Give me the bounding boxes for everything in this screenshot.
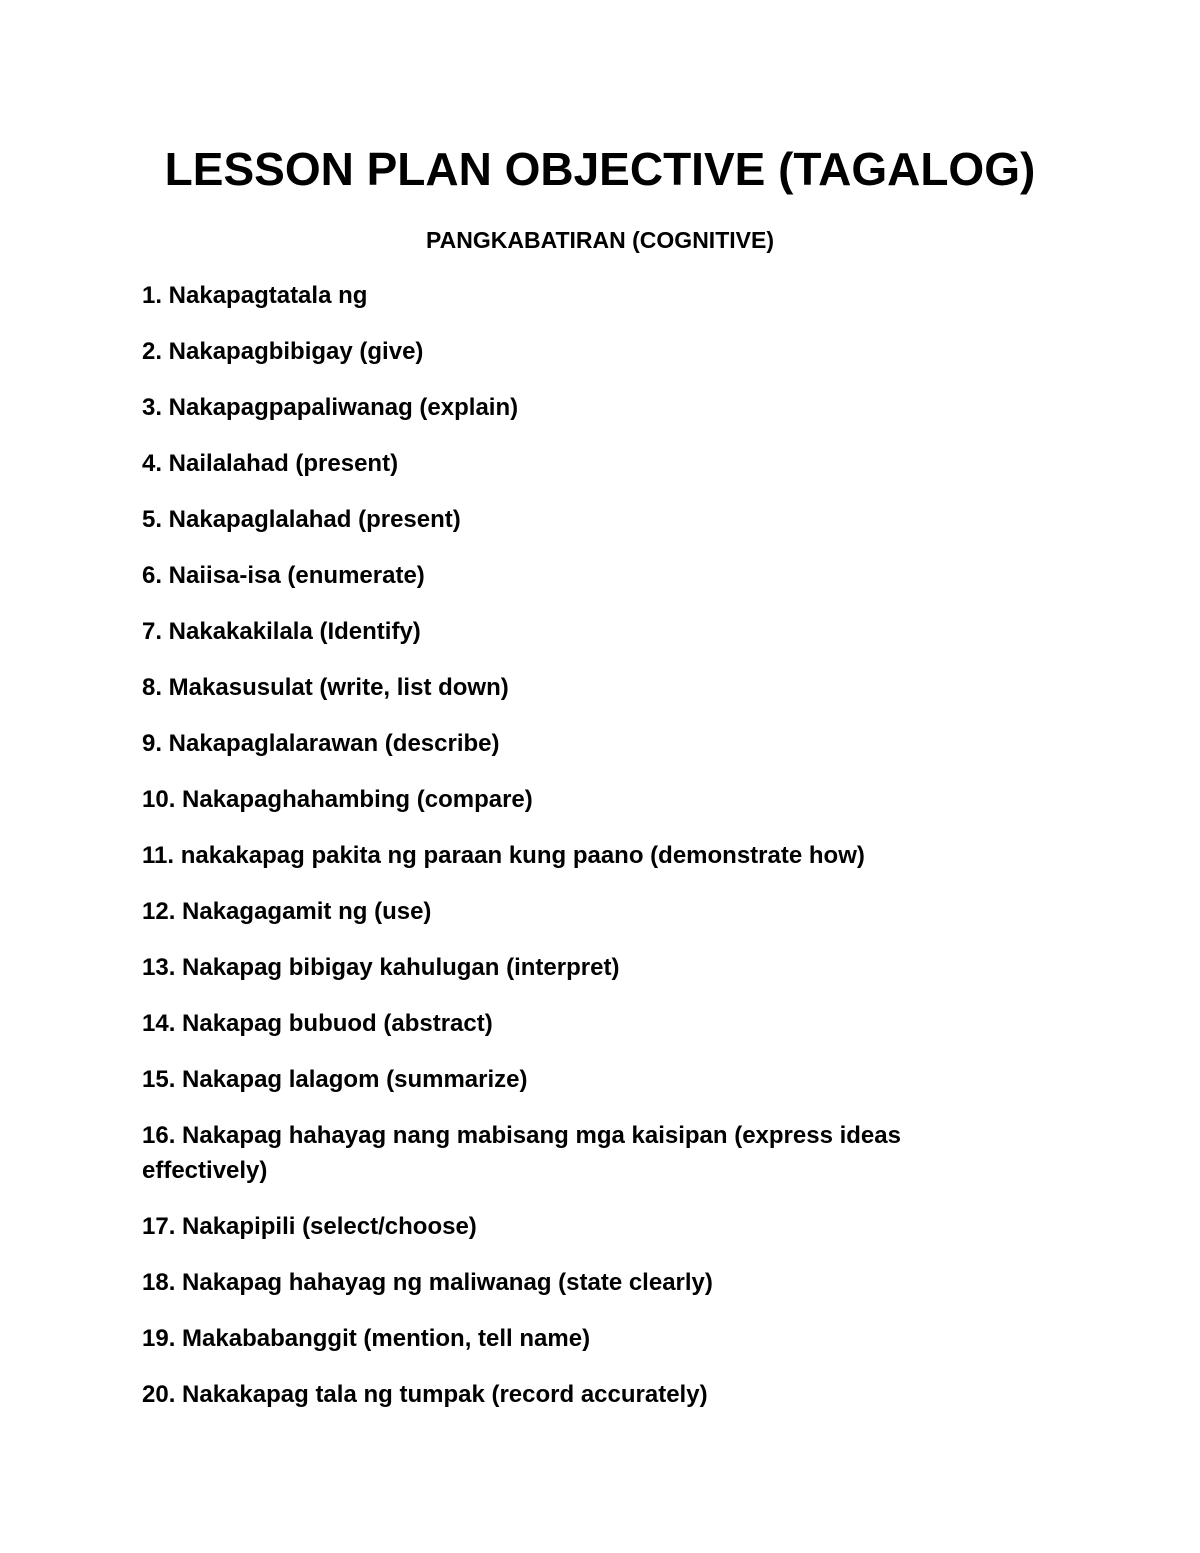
list-item: 16. Nakapag hahayag nang mabisang mga kaisipan (express ideas effectively) xyxy=(142,1122,901,1184)
list-item: 19. Makababanggit (mention, tell name) xyxy=(142,1325,591,1352)
list-item: 1. Nakapagtatala ng xyxy=(142,282,368,309)
list-item: 17. Nakapipili (select/choose) xyxy=(142,1213,477,1240)
list-item: 11. nakakapag pakita ng paraan kung paano (demonstrate how) xyxy=(142,842,865,869)
list-item: 18. Nakapag hahayag ng maliwanag (state clearly) xyxy=(142,1269,713,1296)
list-item: 5. Nakapaglalahad (present) xyxy=(142,506,461,533)
list-item: 20. Nakakapag tala ng tumpak (record accurately) xyxy=(142,1381,708,1408)
list-item: 3. Nakapagpapaliwanag (explain) xyxy=(142,394,519,421)
page-title: LESSON PLAN OBJECTIVE (TAGALOG) xyxy=(164,143,1036,195)
objectives-list xyxy=(142,278,1022,1433)
list-item: 7. Nakakakilala (Identify) xyxy=(142,618,421,645)
list-item: 10. Nakapaghahambing (compare) xyxy=(142,786,533,813)
section-heading: PANGKABATIRAN (COGNITIVE) xyxy=(426,227,774,253)
list-item: 13. Nakapag bibigay kahulugan (interpret) xyxy=(142,954,620,981)
list-item: 9. Nakapaglalarawan (describe) xyxy=(142,730,500,757)
list-item: 8. Makasusulat (write, list down) xyxy=(142,674,509,701)
list-item: 2. Nakapagbibigay (give) xyxy=(142,338,424,365)
list-item: 4. Nailalahad (present) xyxy=(142,450,399,477)
list-item: 6. Naiisa-isa (enumerate) xyxy=(142,562,425,589)
list-item: 12. Nakagagamit ng (use) xyxy=(142,898,432,925)
list-item: 14. Nakapag bubuod (abstract) xyxy=(142,1010,493,1037)
list-item: 15. Nakapag lalagom (summarize) xyxy=(142,1066,528,1093)
